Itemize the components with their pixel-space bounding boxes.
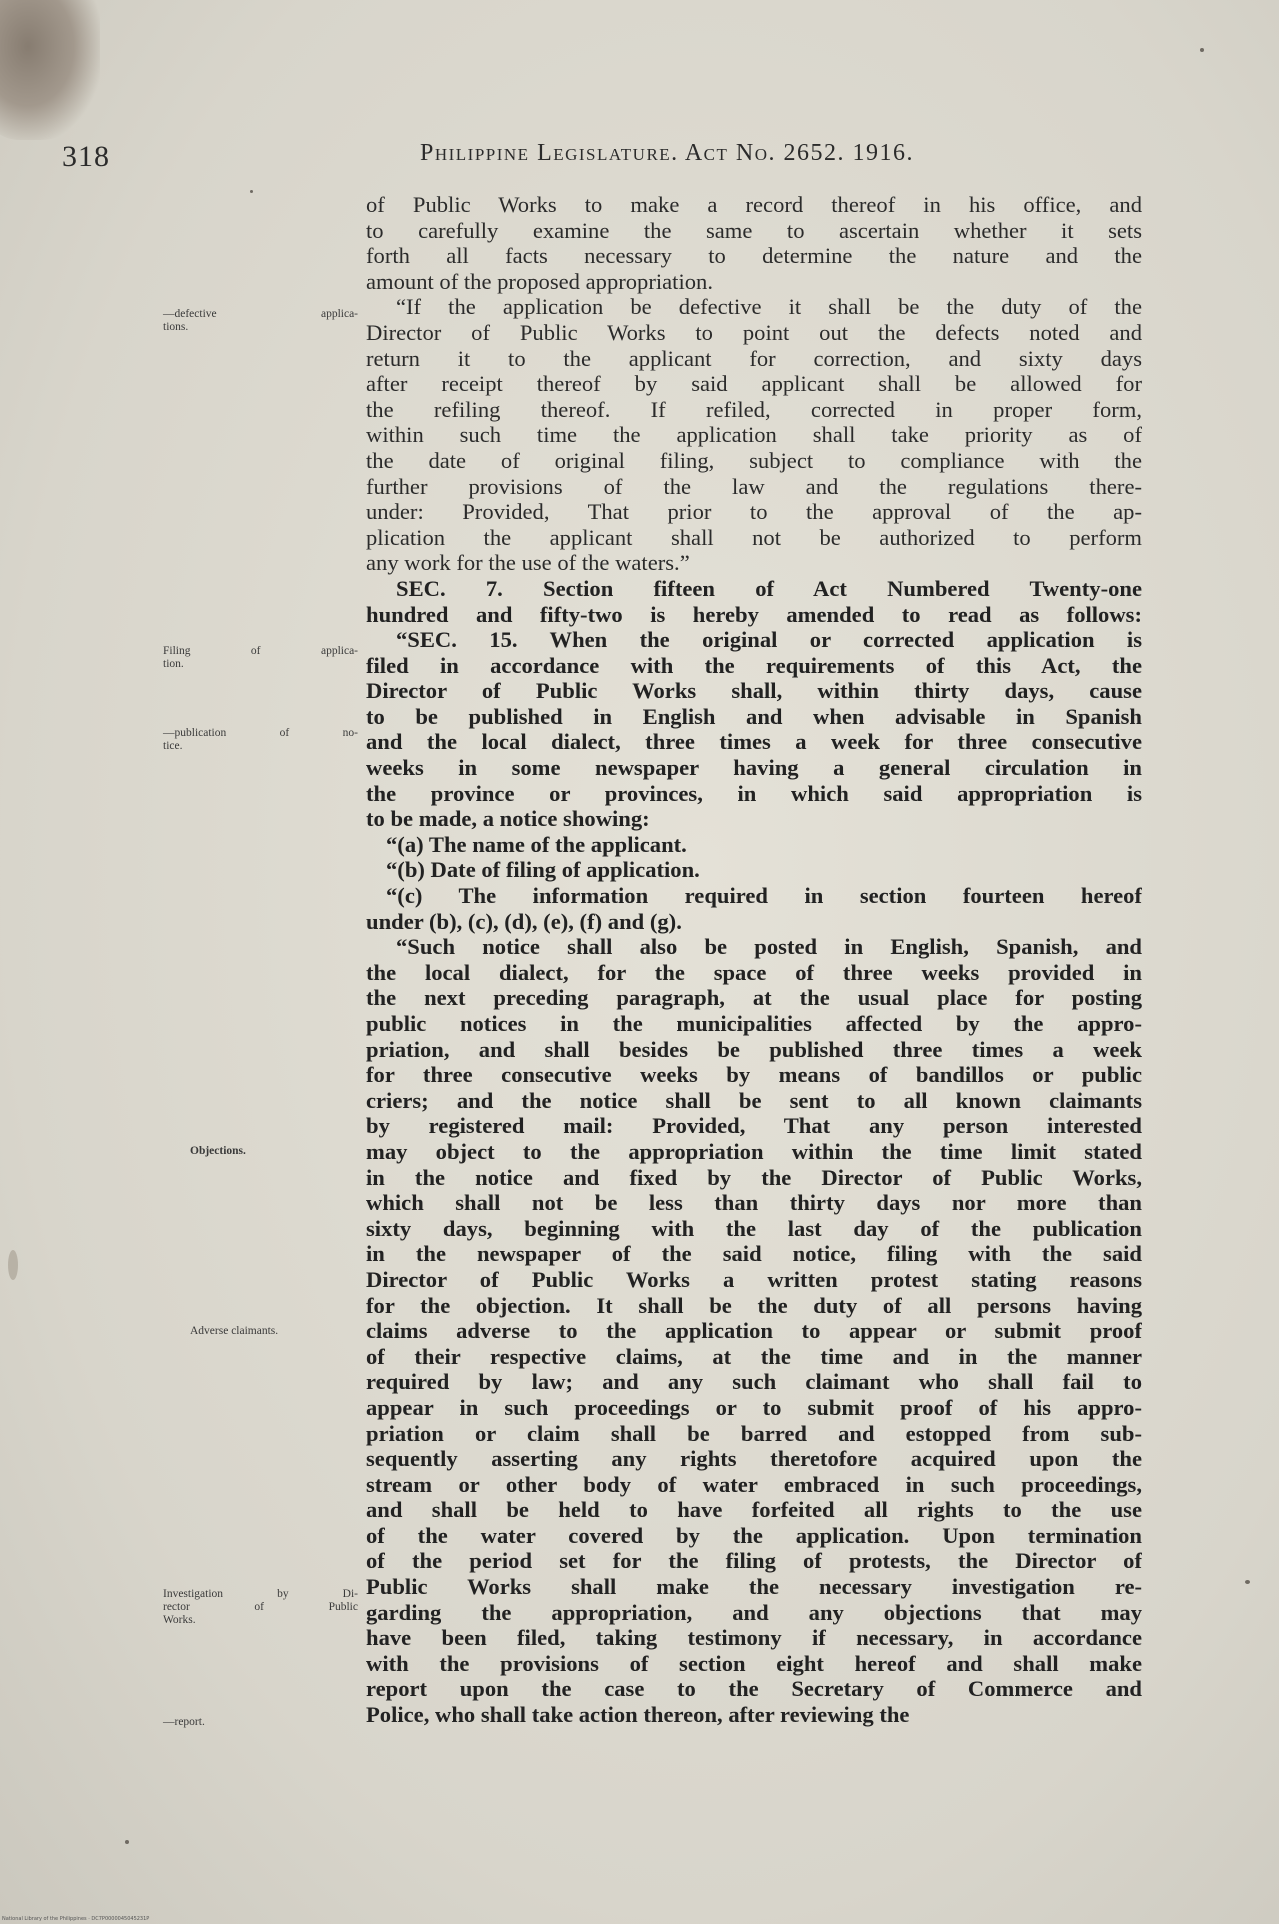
body-line: hundred and fifty-two is hereby amended to read as follows:	[366, 601, 1142, 627]
margin-note-line: tice.	[163, 740, 183, 752]
body-line: any work for the use of the waters.”	[366, 550, 690, 576]
margin-note-publication-of-notice	[163, 727, 358, 753]
body-line: of their respective claims, at the time and in the manner	[366, 1343, 1142, 1369]
body-line: Director of Public Works a written protest stating reasons	[366, 1266, 1142, 1292]
body-line: priation or claim shall be barred and estopped from sub-	[366, 1420, 1142, 1446]
body-line: forth all facts necessary to determine the nature and the	[366, 243, 1142, 269]
body-line: Director of Public Works shall, within thirty days, cause	[366, 678, 1142, 704]
body-line: under (b), (c), (d), (e), (f) and (g).	[366, 908, 682, 934]
margin-note-investigation	[163, 1588, 358, 1627]
edge-shadow	[8, 1250, 18, 1280]
body-line: and shall be held to have forfeited all rights to the use	[366, 1497, 1142, 1523]
margin-note-line: tion.	[163, 658, 184, 670]
body-line: “(a) The name of the applicant.	[386, 831, 687, 857]
body-line: after receipt thereof by said applicant shall be allowed for	[366, 371, 1142, 397]
body-line: report upon the case to the Secretary of Commerce and	[366, 1676, 1142, 1702]
speck	[1200, 48, 1204, 52]
body-line: “SEC. 15. When the original or corrected application is	[396, 627, 1142, 653]
body-line: the refiling thereof. If refiled, corrected in proper form,	[366, 396, 1142, 422]
margin-note-filing-of-application	[163, 645, 358, 671]
body-line: “If the application be defective it shall be the duty of the	[396, 294, 1142, 320]
body-line: the province or provinces, in which said appropriation is	[366, 780, 1142, 806]
body-line: the next preceding paragraph, at the usual place for posting	[366, 985, 1142, 1011]
margin-note-line: Adverse claimants.	[190, 1325, 279, 1337]
body-line: with the provisions of section eight hereof and shall make	[366, 1650, 1142, 1676]
body-line: “(b) Date of filing of application.	[386, 857, 700, 883]
body-line: appear in such proceedings or to submit proof of his appro-	[366, 1394, 1142, 1420]
body-line: amount of the proposed appropriation.	[366, 268, 713, 294]
body-line: have been filed, taking testimony if necessary, in accordance	[366, 1625, 1142, 1651]
body-line: priation, and shall besides be published three times a week	[366, 1036, 1142, 1062]
body-line: Police, who shall take action thereon, after reviewing the	[366, 1702, 910, 1728]
margin-note-line: Filing of applica-	[163, 645, 358, 657]
body-line: of Public Works to make a record thereof in his office, and	[366, 192, 1142, 217]
body-line: stream or other body of water embraced in such proceedings,	[366, 1471, 1142, 1497]
body-line: public notices in the municipalities affected by the appro-	[366, 1011, 1142, 1036]
body-line: under: Provided, That prior to the approval of the ap-	[366, 499, 1142, 525]
body-line: for the objection. It shall be the duty of all persons having	[366, 1292, 1142, 1318]
body-line: return it to the applicant for correction, and sixty days	[366, 345, 1142, 371]
body-line: weeks in some newspaper having a general circulation in	[366, 755, 1142, 781]
body-line: SEC. 7. Section fifteen of Act Numbered Twenty-one	[396, 575, 1142, 601]
body-line: may object to the appropriation within the time limit stated	[366, 1138, 1142, 1164]
body-line: criers; and the notice shall be sent to all known claimants	[366, 1087, 1142, 1113]
body-line: and the local dialect, three times a week for three consecutive	[366, 729, 1142, 755]
margin-note-line: —report.	[163, 1716, 205, 1728]
margin-note-report	[163, 1716, 358, 1729]
body-line: “Such notice shall also be posted in English, Spanish, and	[396, 934, 1142, 960]
body-line: filed in accordance with the requirements of this Act, the	[366, 652, 1142, 678]
margin-note-objections	[190, 1145, 385, 1158]
running-head: Philippine Legislature. Act No. 2652. 1916.	[420, 140, 915, 166]
body-line: “(c) The information required in section fourteen hereof	[386, 883, 1142, 909]
body-line: in the newspaper of the said notice, filing with the said	[366, 1241, 1142, 1267]
margin-note-line: —publication of no-	[163, 727, 358, 739]
body-line: Director of Public Works to point out the defects noted and	[366, 319, 1142, 345]
body-text	[366, 192, 1142, 1728]
body-line: sixty days, beginning with the last day of the publication	[366, 1215, 1142, 1241]
body-line: garding the appropriation, and any objections that may	[366, 1599, 1142, 1625]
margin-note-line: Works.	[163, 1614, 196, 1626]
page-number: 318	[62, 140, 110, 173]
margin-note-adverse-claimants	[190, 1325, 385, 1338]
margin-note-line: tions.	[163, 321, 189, 333]
speck	[125, 1840, 129, 1844]
body-line: by registered mail: Provided, That any person interested	[366, 1113, 1142, 1139]
speck	[250, 190, 253, 193]
scanner-thumb-shadow	[0, 0, 100, 140]
body-line: which shall not be less than thirty days nor more than	[366, 1190, 1142, 1216]
margin-note-defective-applications	[163, 308, 358, 334]
body-line: to be published in English and when advisable in Spanish	[366, 703, 1142, 729]
body-line: of the period set for the filing of protests, the Director of	[366, 1548, 1142, 1574]
body-line: of the water covered by the application. Upon termination	[366, 1522, 1142, 1548]
body-line: Public Works shall make the necessary investigation re-	[366, 1574, 1142, 1600]
body-line: within such time the application shall take priority as of	[366, 422, 1142, 448]
margin-note-line: Objections.	[190, 1145, 246, 1157]
body-line: the date of original filing, subject to compliance with the	[366, 447, 1142, 473]
body-line: sequently asserting any rights theretofore acquired upon the	[366, 1446, 1142, 1472]
margin-note-line: Investigation by Di-	[163, 1588, 358, 1600]
body-line: claims adverse to the application to appear or submit proof	[366, 1318, 1142, 1344]
body-line: plication the applicant shall not be authorized to perform	[366, 524, 1142, 550]
body-line: required by law; and any such claimant who shall fail to	[366, 1369, 1142, 1395]
margin-note-line: —defective applica-	[163, 308, 358, 320]
footer-strip: National Library of the Philippines · DC7P0000045045231P	[2, 1916, 150, 1922]
body-line: the local dialect, for the space of three weeks provided in	[366, 959, 1142, 985]
body-line: further provisions of the law and the regulations there-	[366, 473, 1142, 499]
margin-note-line: rector of Public	[163, 1601, 358, 1613]
body-line: in the notice and fixed by the Director of Public Works,	[366, 1164, 1142, 1190]
speck	[1245, 1580, 1250, 1584]
body-line: to be made, a notice showing:	[366, 806, 650, 832]
body-line: to carefully examine the same to ascertain whether it sets	[366, 217, 1142, 243]
body-line: for three consecutive weeks by means of bandillos or public	[366, 1062, 1142, 1088]
